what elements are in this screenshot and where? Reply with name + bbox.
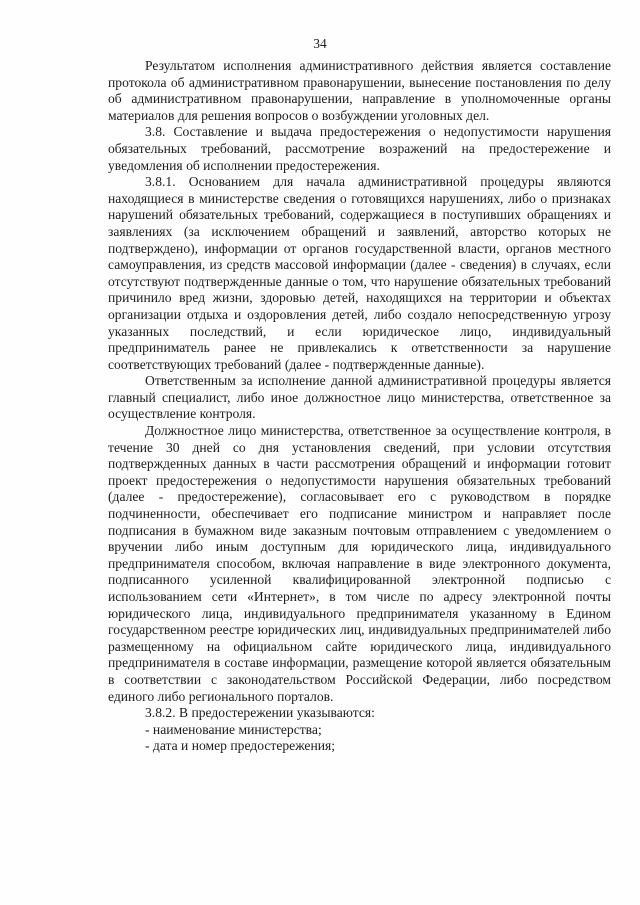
- paragraph-official-duties: Должностное лицо министерства, ответственное за осуществление контроля, в течение 30 дней со дня установления сведений, при условии отсутствия подтвержденных данных в части рассмотрения обращений и информации готовит проект предостережения о недопустимости нарушения обязательных требований (далее - предостережение), согласовывает его с руководством в порядке подчиненности, обеспечивает его подписание министром и направляет после подписания в бумажном виде заказным почтовым отправлением с уведомлением о вручении либо иным доступным для юридического лица, индивидуального предпринимателя способом, включая направление в виде электронного документа, подписанного усиленной квалифицированной электронной подписью с использованием сети «Интернет», в том числе по адресу электронной почты юридического лица, индивидуального предпринимателя указанному в Едином государственном реестре юридических лиц, индивидуальных предпринимателей либо размещенному на официальном сайте юридического лица, индивидуального предпринимателя в составе информации, размещение которой является обязательным в соответствии с законодательством Российской Федерации, либо посредством единого либо регионального порталов.: [108, 423, 611, 704]
- page-number: 34: [313, 36, 327, 51]
- paragraph-section-3-8-2: 3.8.2. В предостережении указываются:: [145, 705, 375, 721]
- list-item: - наименование министерства;: [145, 721, 322, 737]
- list-item: - дата и номер предостережения;: [145, 738, 336, 754]
- document-body: [108, 58, 611, 755]
- paragraph-section-3-8: 3.8. Составление и выдача предостережения о недопустимости нарушения обязательных требований, рассмотрение возражений на предостережение и уведомления об исполнении предостережения.: [108, 124, 611, 173]
- paragraph-responsible: Ответственным за исполнение данной административной процедуры является главный специалист, либо иное должностное лицо министерства, ответственное за осуществление контроля.: [108, 373, 611, 422]
- paragraph-result: Результатом исполнения административного действия является составление протокола об административном правонарушении, вынесение постановления по делу об административном правонарушении, направление в уполномоченные органы материалов для решения вопросов о возбуждении уголовных дел.: [108, 58, 611, 123]
- paragraph-section-3-8-1: 3.8.1. Основанием для начала административной процедуры являются находящиеся в министерстве сведения о готовящихся нарушениях, либо о признаках нарушений обязательных требований, содержащиеся в поступивших обращениях и заявлениях (за исключением обращений и заявлений, авторство которых не подтверждено), информации от органов государственной власти, органов местного самоуправления, из средств массовой информации (далее - сведения) в случаях, если отсутствуют подтвержденные данные о том, что нарушение обязательных требований причинило вред жизни, здоровью детей, находящихся на территории и объектах организации отдыха и оздоровления детей, либо создало непосредственную угрозу указанных последствий, и если юридическое лицо, индивидуальный предприниматель ранее не привлекались к ответственности за нарушение соответствующих требований (далее - подтвержденные данные).: [108, 174, 611, 372]
